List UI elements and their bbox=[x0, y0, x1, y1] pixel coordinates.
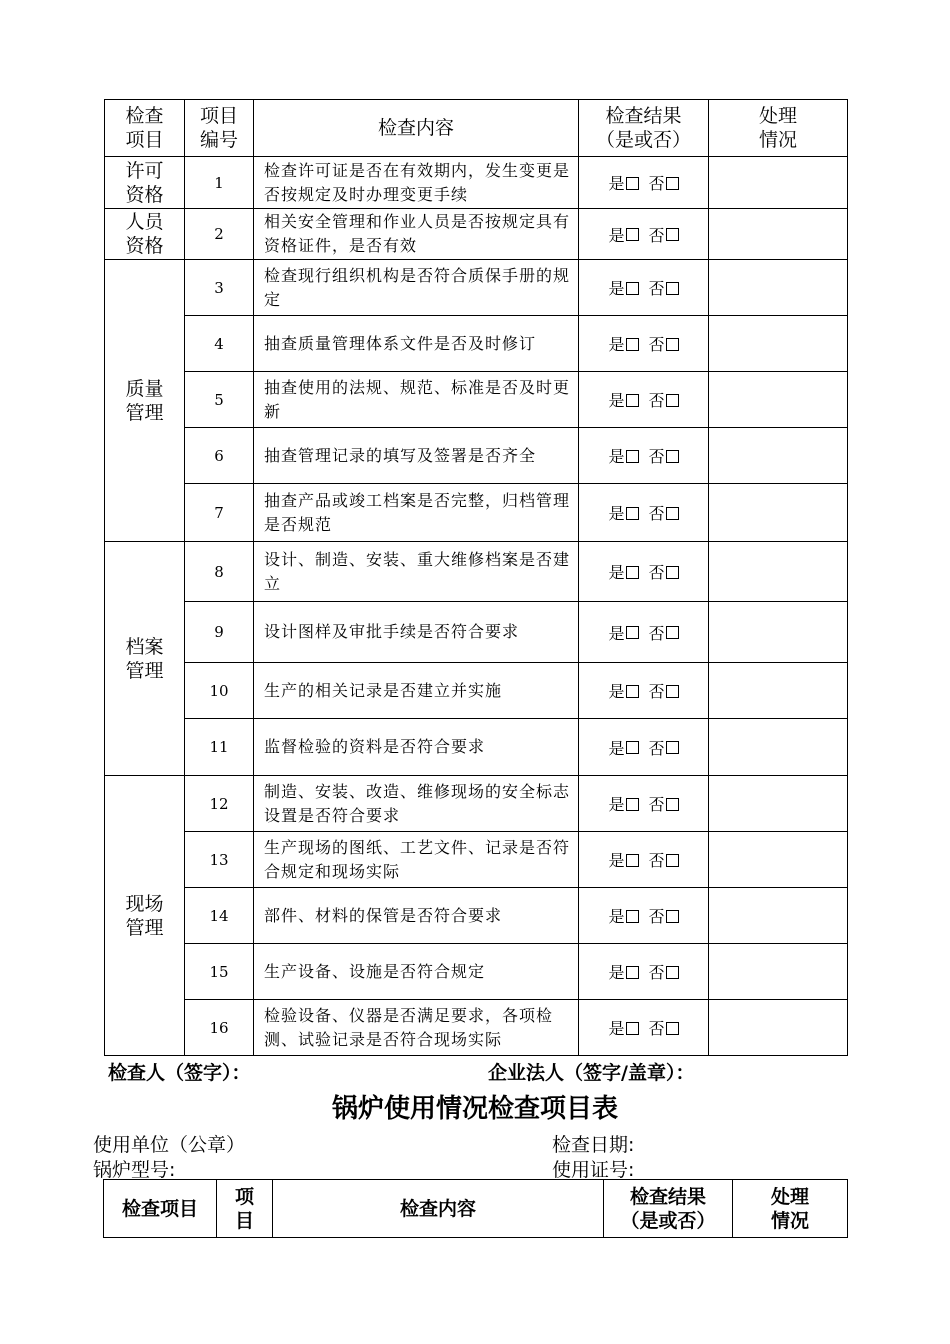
handling-cell[interactable] bbox=[709, 1000, 848, 1056]
row-content: 检验设备、仪器是否满足要求，各项检测、试验记录是否符合现场实际 bbox=[254, 1000, 579, 1056]
no-checkbox[interactable] bbox=[666, 450, 679, 463]
row-content: 生产设备、设施是否符合规定 bbox=[254, 944, 579, 1000]
category-archives: 档案 管理 bbox=[105, 542, 185, 776]
no-checkbox[interactable] bbox=[666, 626, 679, 639]
row-number: 9 bbox=[185, 602, 254, 663]
result-cell: 是 否 bbox=[579, 888, 709, 944]
table-row bbox=[105, 832, 848, 888]
result-cell: 是 否 bbox=[579, 944, 709, 1000]
no-checkbox[interactable] bbox=[666, 1022, 679, 1035]
row-content: 检查许可证是否在有效期内，发生变更是否按规定及时办理变更手续 bbox=[254, 157, 579, 209]
row-number: 13 bbox=[185, 832, 254, 888]
table-row bbox=[105, 663, 848, 719]
header-handling: 处理 情况 bbox=[733, 1180, 848, 1238]
certificate-label: 使用证号: bbox=[552, 1159, 635, 1181]
handling-cell[interactable] bbox=[709, 663, 848, 719]
result-cell: 是 否 bbox=[579, 663, 709, 719]
yes-checkbox[interactable] bbox=[626, 741, 639, 754]
table-row bbox=[105, 1000, 848, 1056]
handling-cell[interactable] bbox=[709, 484, 848, 542]
category-quality: 质量 管理 bbox=[105, 260, 185, 542]
no-checkbox[interactable] bbox=[666, 177, 679, 190]
yes-checkbox[interactable] bbox=[626, 566, 639, 579]
result-cell: 是 否 bbox=[579, 832, 709, 888]
no-checkbox[interactable] bbox=[666, 910, 679, 923]
row-content: 制造、安装、改造、维修现场的安全标志设置是否符合要求 bbox=[254, 776, 579, 832]
header-content: 检查内容 bbox=[254, 100, 579, 157]
boiler-inspection-table bbox=[103, 1179, 848, 1238]
date-label: 检查日期: bbox=[552, 1134, 635, 1156]
inspector-signature-label: 检查人（签字）： bbox=[108, 1062, 251, 1084]
no-checkbox[interactable] bbox=[666, 394, 679, 407]
header-result: 检查结果 （是或否） bbox=[604, 1180, 733, 1238]
result-cell: 是 否 bbox=[579, 157, 709, 209]
handling-cell[interactable] bbox=[709, 832, 848, 888]
yes-checkbox[interactable] bbox=[626, 450, 639, 463]
yes-checkbox[interactable] bbox=[626, 177, 639, 190]
table-row bbox=[105, 372, 848, 428]
row-content: 监督检验的资料是否符合要求 bbox=[254, 719, 579, 776]
table-row bbox=[105, 602, 848, 663]
yes-checkbox[interactable] bbox=[626, 282, 639, 295]
row-number: 5 bbox=[185, 372, 254, 428]
handling-cell[interactable] bbox=[709, 209, 848, 260]
handling-cell[interactable] bbox=[709, 316, 848, 372]
row-content: 设计图样及审批手续是否符合要求 bbox=[254, 602, 579, 663]
yes-checkbox[interactable] bbox=[626, 798, 639, 811]
no-checkbox[interactable] bbox=[666, 228, 679, 241]
yes-checkbox[interactable] bbox=[626, 854, 639, 867]
handling-cell[interactable] bbox=[709, 542, 848, 602]
table-row bbox=[105, 428, 848, 484]
handling-cell[interactable] bbox=[709, 260, 848, 316]
table-row bbox=[105, 944, 848, 1000]
yes-checkbox[interactable] bbox=[626, 228, 639, 241]
yes-checkbox[interactable] bbox=[626, 966, 639, 979]
header-category: 检查 项目 bbox=[105, 100, 185, 157]
inspection-table bbox=[104, 99, 848, 1056]
yes-checkbox[interactable] bbox=[626, 394, 639, 407]
handling-cell[interactable] bbox=[709, 776, 848, 832]
table-header-row bbox=[104, 1180, 848, 1238]
yes-checkbox[interactable] bbox=[626, 910, 639, 923]
table-row bbox=[105, 260, 848, 316]
row-content: 抽查管理记录的填写及签署是否齐全 bbox=[254, 428, 579, 484]
handling-cell[interactable] bbox=[709, 157, 848, 209]
header-number: 项目 编号 bbox=[185, 100, 254, 157]
table-row bbox=[105, 316, 848, 372]
no-checkbox[interactable] bbox=[666, 282, 679, 295]
row-number: 14 bbox=[185, 888, 254, 944]
legal-person-signature-label: 企业法人（签字/盖章）： bbox=[488, 1062, 695, 1084]
handling-cell[interactable] bbox=[709, 428, 848, 484]
result-cell: 是 否 bbox=[579, 428, 709, 484]
no-checkbox[interactable] bbox=[666, 507, 679, 520]
row-number: 8 bbox=[185, 542, 254, 602]
handling-cell[interactable] bbox=[709, 372, 848, 428]
table-row bbox=[105, 484, 848, 542]
row-number: 6 bbox=[185, 428, 254, 484]
result-cell: 是 否 bbox=[579, 542, 709, 602]
unit-label: 使用单位（公章） bbox=[93, 1134, 246, 1156]
category-site: 现场 管理 bbox=[105, 776, 185, 1056]
row-number: 3 bbox=[185, 260, 254, 316]
table-row bbox=[105, 888, 848, 944]
header-category: 检查项目 bbox=[104, 1180, 217, 1238]
table-row bbox=[105, 209, 848, 260]
header-handling: 处理 情况 bbox=[709, 100, 848, 157]
handling-cell[interactable] bbox=[709, 602, 848, 663]
result-cell: 是 否 bbox=[579, 602, 709, 663]
yes-checkbox[interactable] bbox=[626, 626, 639, 639]
row-content: 抽查质量管理体系文件是否及时修订 bbox=[254, 316, 579, 372]
handling-cell[interactable] bbox=[709, 888, 848, 944]
result-cell: 是 否 bbox=[579, 776, 709, 832]
header-number: 项 目 bbox=[217, 1180, 273, 1238]
result-cell: 是 否 bbox=[579, 260, 709, 316]
row-content: 部件、材料的保管是否符合要求 bbox=[254, 888, 579, 944]
no-checkbox[interactable] bbox=[666, 338, 679, 351]
yes-checkbox[interactable] bbox=[626, 685, 639, 698]
no-checkbox[interactable] bbox=[666, 798, 679, 811]
yes-checkbox[interactable] bbox=[626, 338, 639, 351]
header-content: 检查内容 bbox=[273, 1180, 604, 1238]
row-number: 15 bbox=[185, 944, 254, 1000]
no-checkbox[interactable] bbox=[666, 966, 679, 979]
table-row bbox=[105, 719, 848, 776]
row-number: 4 bbox=[185, 316, 254, 372]
row-content: 生产的相关记录是否建立并实施 bbox=[254, 663, 579, 719]
row-number: 11 bbox=[185, 719, 254, 776]
row-number: 1 bbox=[185, 157, 254, 209]
category-license: 许可 资格 bbox=[105, 157, 185, 209]
row-content: 生产现场的图纸、工艺文件、记录是否符合规定和现场实际 bbox=[254, 832, 579, 888]
row-content: 抽查使用的法规、规范、标准是否及时更新 bbox=[254, 372, 579, 428]
header-result: 检查结果 （是或否） bbox=[579, 100, 709, 157]
result-cell: 是 否 bbox=[579, 484, 709, 542]
category-personnel: 人员 资格 bbox=[105, 209, 185, 260]
result-cell: 是 否 bbox=[579, 372, 709, 428]
table-header-row bbox=[105, 100, 848, 157]
no-checkbox[interactable] bbox=[666, 854, 679, 867]
table-row bbox=[105, 776, 848, 832]
table-row bbox=[105, 542, 848, 602]
row-number: 10 bbox=[185, 663, 254, 719]
table-row bbox=[105, 157, 848, 209]
yes-checkbox[interactable] bbox=[626, 507, 639, 520]
row-number: 2 bbox=[185, 209, 254, 260]
row-content: 抽查产品或竣工档案是否完整，归档管理是否规范 bbox=[254, 484, 579, 542]
boiler-model-label: 锅炉型号: bbox=[93, 1159, 176, 1181]
no-checkbox[interactable] bbox=[666, 741, 679, 754]
row-content: 相关安全管理和作业人员是否按规定具有资格证件，是否有效 bbox=[254, 209, 579, 260]
no-checkbox[interactable] bbox=[666, 566, 679, 579]
result-cell: 是 否 bbox=[579, 1000, 709, 1056]
handling-cell[interactable] bbox=[709, 944, 848, 1000]
result-cell: 是 否 bbox=[579, 209, 709, 260]
yes-checkbox[interactable] bbox=[626, 1022, 639, 1035]
row-number: 7 bbox=[185, 484, 254, 542]
row-content: 设计、制造、安装、重大维修档案是否建立 bbox=[254, 542, 579, 602]
result-cell: 是 否 bbox=[579, 316, 709, 372]
row-content: 检查现行组织机构是否符合质保手册的规定 bbox=[254, 260, 579, 316]
row-number: 16 bbox=[185, 1000, 254, 1056]
row-number: 12 bbox=[185, 776, 254, 832]
handling-cell[interactable] bbox=[709, 719, 848, 776]
no-checkbox[interactable] bbox=[666, 685, 679, 698]
form-title: 锅炉使用情况检查项目表 bbox=[331, 1094, 618, 1124]
result-cell: 是 否 bbox=[579, 719, 709, 776]
